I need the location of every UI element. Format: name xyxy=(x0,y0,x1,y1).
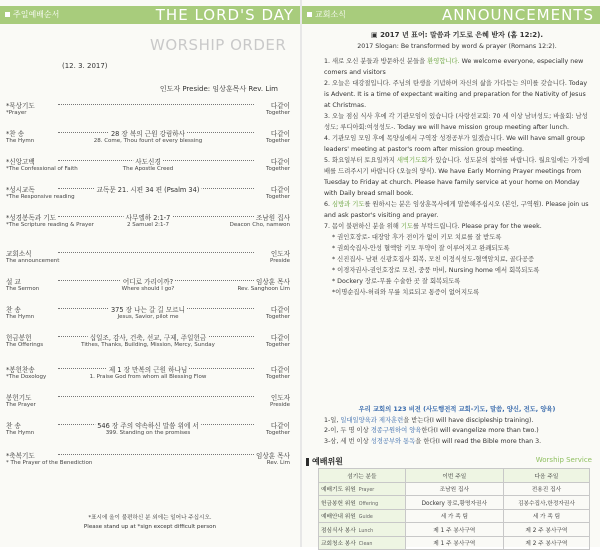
order-item xyxy=(6,364,290,384)
order-leader-en: Rev. Sanghoon Lim xyxy=(237,286,290,292)
order-leader-en: Together xyxy=(266,374,290,380)
order-line-en xyxy=(6,402,290,411)
order-label-en: *The Responsive reading xyxy=(6,194,75,200)
order-content-en: 1. Praise God from whom all Blessing Flow xyxy=(89,374,207,380)
announcement-item xyxy=(324,155,590,199)
order-line-ko xyxy=(6,364,290,374)
order-label-en: *The Doxology xyxy=(6,374,47,380)
prayer-list xyxy=(324,232,590,298)
vision-text: 한다(I will evangelize more than two.) xyxy=(421,427,539,434)
announcement-text: 1. 새로 오신 분들과 방문하신 분들을 xyxy=(324,58,428,65)
order-label-en: The Hymn xyxy=(6,430,35,436)
prayer-item: * Dockery 장로-무릎 수술한 곳 잘 회복되도록 xyxy=(332,278,461,285)
section-tag xyxy=(5,9,59,20)
vision-section xyxy=(324,405,590,447)
order-leader-en: Preside xyxy=(269,258,290,264)
announcement-item xyxy=(324,111,590,133)
order-content-ko: 어디로 가리이까? xyxy=(122,278,174,286)
schedule-role-ko: 교회청소 봉사 xyxy=(321,541,356,548)
schedule-role-en: Clean xyxy=(358,542,373,548)
section-tag-label: 교회소식 xyxy=(315,10,346,19)
order-leader-ko: 임상훈 목사 xyxy=(256,452,290,460)
order-label-ko: *묵상기도 xyxy=(6,102,35,110)
order-line-en xyxy=(6,110,290,119)
order-content-ko: 546 장 주의 약속하신 말씀 위에 서 xyxy=(97,422,199,430)
vision-highlight: 경종구원하여 양육 xyxy=(370,427,422,434)
order-leader-en: Together xyxy=(266,194,290,200)
order-label-en: The announcement xyxy=(6,258,60,264)
order-leader-en: Together xyxy=(266,166,290,172)
schedule-this-week: 조남원 집사 xyxy=(405,482,503,496)
order-content-en: Tithes, Thanks, Building, Mission, Mercy, Sunday xyxy=(81,342,215,348)
order-label-ko: 찬 송 xyxy=(6,306,21,314)
schedule-row xyxy=(319,536,590,550)
left-header-bar xyxy=(0,6,300,24)
schedule-role xyxy=(319,509,406,523)
order-leader-en: Preside xyxy=(269,402,290,408)
dotted-leader xyxy=(58,252,254,253)
order-line-en xyxy=(6,430,290,439)
announcement-text: 를 부탁드립니다. Please pray for the week. xyxy=(413,223,542,230)
standing-note xyxy=(0,514,300,532)
order-line-en xyxy=(6,166,290,175)
announcement-highlight: 심방과 기도 xyxy=(332,201,365,208)
order-item xyxy=(6,304,290,324)
order-label-ko: *성시교독 xyxy=(6,186,35,194)
order-line-en xyxy=(6,258,290,267)
order-leader-ko: 다같이 xyxy=(270,366,290,374)
schedule-role xyxy=(319,536,406,550)
schedule-role-ko: 헌금봉헌 위원 xyxy=(321,500,356,507)
order-label-en: The Hymn xyxy=(6,314,35,320)
order-item xyxy=(6,156,290,176)
announcement-text: 3. 오늘 점심 식사 후에 각 기관모임이 있습니다 (사랑선교회: 70 세 이상 남녀성도; 바울회: 남성성도; 루디아회:여성성도-. Today we will have mission group meeting after lunch. xyxy=(324,113,588,131)
order-content-ko: 28 장 복의 근원 강림하사 xyxy=(110,130,186,138)
announcement-text: 4. 기관모임 모임 후에 목양실에서 구역장 성경공부가 있겠습니다. We will have small group leaders' meeting at pastor's room after mission group meeting. xyxy=(324,135,585,153)
order-item xyxy=(6,212,290,232)
order-content-en: 28. Come, Thou fount of every blessing xyxy=(93,138,203,144)
schedule-role-en: Offering xyxy=(358,501,379,507)
schedule-role-en: Lunch xyxy=(358,528,374,534)
schedule-next-week: 김봉수집사,한정자권사 xyxy=(503,496,589,510)
schedule-header: 이번 주일 xyxy=(405,469,503,483)
schedule-row xyxy=(319,482,590,496)
order-label-en: *Prayer xyxy=(6,110,27,116)
order-label-en: The Hymn xyxy=(6,138,35,144)
announcement-item xyxy=(324,199,590,221)
schedule-this-week: Dockery 장로,황명자권사 xyxy=(405,496,503,510)
schedule-next-week: 제 2 주 봉사구역 xyxy=(503,523,589,537)
schedule-role xyxy=(319,496,406,510)
heading-bar xyxy=(306,458,309,466)
schedule-row xyxy=(319,509,590,523)
schedule-next-week: 전용진 집사 xyxy=(503,482,589,496)
announcement-text: 7. 몸이 불편하신 분을 위해 xyxy=(324,223,401,230)
section-tag xyxy=(307,9,346,20)
square-icon xyxy=(307,12,312,17)
prayer-item: * 권희숙집사-안성 혈액암 키모 투약이 잘 이루어지고 완쾌되도록 xyxy=(332,245,510,252)
order-leader-ko: 다같이 xyxy=(270,334,290,342)
order-line-ko xyxy=(6,212,290,222)
order-leader-ko: 임상훈 목사 xyxy=(256,278,290,286)
announcement-text: We welcome everyone, especially new comers and visitors xyxy=(324,58,584,76)
announcement-highlight: 새벽기도회 xyxy=(396,157,428,164)
order-content-en: Where should I go? xyxy=(121,286,175,292)
service-date: (12. 3. 2017) xyxy=(62,62,108,70)
order-label-en: *The Scripture reading & Prayer xyxy=(6,222,94,228)
order-label-en: * The Prayer of the Benediction xyxy=(6,460,93,466)
vision-title: 우리 교회의 123 비전 (사도행전적 교회-기도, 말씀, 양신, 전도, 양육) xyxy=(358,406,556,413)
prayer-item: *이명순집사-허리와 무릎 치료되고 통증이 없어지도록 xyxy=(332,289,480,296)
vision-item xyxy=(324,437,590,448)
schedule-this-week: 제 1 주 봉사구역 xyxy=(405,536,503,550)
announcement-text: 5. 화요일부터 토요일까지 xyxy=(324,157,397,164)
schedule-this-week: 세 가 족 팀 xyxy=(405,509,503,523)
order-content-ko: 사무엘하 2:1-7 xyxy=(125,214,171,222)
order-leader-en: Together xyxy=(266,314,290,320)
order-label-en: The Offerings xyxy=(6,342,44,348)
worship-order-title: WORSHIP ORDER xyxy=(150,36,287,54)
order-content-ko: 375 장 나는 갈 길 모르니 xyxy=(110,306,186,314)
order-label-en: The Prayer xyxy=(6,402,36,408)
order-label-ko: *신앙고백 xyxy=(6,158,35,166)
order-content-ko: 십일조, 감사, 건축, 선교, 구제, 주일헌금 xyxy=(89,334,207,342)
dotted-leader xyxy=(58,104,254,105)
schedule-role-en: Guide xyxy=(358,515,373,521)
order-leader-ko: 인도자 xyxy=(270,394,290,402)
order-leader-ko: 다같이 xyxy=(270,186,290,194)
section-tag-label: 주일예배순서 xyxy=(13,10,60,19)
header-title: THE LORD'S DAY xyxy=(155,6,294,24)
dotted-leader xyxy=(58,396,254,397)
order-item xyxy=(6,184,290,204)
vision-highlight: 성경공부와 통독 xyxy=(370,437,416,445)
schedule-header: 섬기는 분들 xyxy=(319,469,406,483)
order-item xyxy=(6,332,290,352)
schedule-heading xyxy=(306,456,343,467)
schedule-role-ko: 예배안내 위원 xyxy=(321,514,356,521)
order-content-ko: 교독문 21. 시편 34 편 (Psalm 34) xyxy=(96,186,200,194)
announcement-highlight: 환영합니다. xyxy=(427,58,460,65)
order-leader-ko: 인도자 xyxy=(270,250,290,258)
schedule-next-week: 제 2 주 봉사구역 xyxy=(503,536,589,550)
schedule-row xyxy=(319,523,590,537)
order-leader-ko: 다같이 xyxy=(270,102,290,110)
announcement-items xyxy=(324,56,590,232)
schedule-header-row xyxy=(319,469,590,483)
presider-line: 인도자 Preside: 임상훈목사 Rev. Lim xyxy=(159,85,278,93)
order-label-ko: 설 교 xyxy=(6,278,21,286)
announcement-text: 2. 오늘은 대강절입니다. 주님의 탄생을 기념하며 자신의 삶을 가다듬는 의미를 갖습니다. Today is Advent. It is a time of expectant waiting and preparation for the Nativity of Jesus at Christmas. xyxy=(324,80,588,109)
order-label-ko: 봉헌기도 xyxy=(6,394,32,402)
order-label-ko: 교회소식 xyxy=(6,250,32,258)
order-label-ko: *성경봉독과 기도 xyxy=(6,214,56,222)
schedule-this-week: 제 1 주 봉사구역 xyxy=(405,523,503,537)
announcement-item xyxy=(324,221,590,232)
order-content-en: The Apostle Creed xyxy=(122,166,174,172)
vision-text: 3-삼, 세 번 이상 xyxy=(324,437,371,445)
order-line-en xyxy=(6,138,290,147)
order-label-ko: *찬 송 xyxy=(6,130,25,138)
order-item xyxy=(6,248,290,268)
schedule-subtitle: Worship Service xyxy=(535,456,592,464)
vision-highlight: 일대일양육과 제자훈련 xyxy=(340,416,404,424)
order-leader-en: Together xyxy=(266,430,290,436)
prayer-item: * 권인호장로- 대장암 후가 전이가 없이 키모 치료를 잘 받도록 xyxy=(332,234,502,241)
announcement-highlight: 기도 xyxy=(400,223,414,230)
announcements-page xyxy=(302,0,600,547)
slogan-en: 2017 Slogan: Be transformed by word & prayer (Romans 12:2). xyxy=(357,43,557,50)
order-leader-en: Together xyxy=(266,138,290,144)
schedule-title: 예배위원 xyxy=(312,457,343,466)
dotted-leader xyxy=(58,454,254,455)
order-line-en xyxy=(6,286,290,295)
order-label-ko: 헌금봉헌 xyxy=(6,334,32,342)
header-title: ANNOUNCEMENTS xyxy=(442,6,594,24)
order-leader-ko: 다같이 xyxy=(270,158,290,166)
order-label-ko: *봉헌찬송 xyxy=(6,366,35,374)
standing-note-ko: *표시에 올이 불편하신 분 외에는 일어나 주십시오. xyxy=(88,515,212,521)
order-line-ko xyxy=(6,184,290,194)
order-content-en: Jesus, Savior, pilot me xyxy=(117,314,179,320)
announcement-item xyxy=(324,56,590,78)
schedule-role-ko: 점심식사 봉사 xyxy=(321,527,356,534)
order-item xyxy=(6,450,290,470)
schedule-role-ko: 예배기도 위원 xyxy=(321,487,356,494)
right-header-bar xyxy=(302,6,600,24)
order-line-ko xyxy=(6,128,290,138)
order-line-ko xyxy=(6,276,290,286)
order-leader-en: Deacon Cho, namwon xyxy=(229,222,290,228)
order-item xyxy=(6,128,290,148)
prayer-item: * 신진집사- 남편 신광호집사 회복, 모친 이정식성도-혈액암치료, 골다공증 xyxy=(332,256,535,263)
order-item xyxy=(6,420,290,440)
square-icon xyxy=(5,12,10,17)
order-item xyxy=(6,392,290,412)
order-line-ko xyxy=(6,420,290,430)
schedule-header: 다음 주일 xyxy=(503,469,589,483)
order-line-ko xyxy=(6,248,290,258)
vision-item xyxy=(324,416,590,427)
order-content-ko: 제 1 장 만복의 근원 하나님 xyxy=(108,366,188,374)
vision-text: 1-일, xyxy=(324,416,341,424)
order-line-ko xyxy=(6,392,290,402)
vision-text: 2-이, 두 명 이상 xyxy=(324,427,371,434)
order-line-en xyxy=(6,314,290,323)
order-content-ko: 사도신경 xyxy=(135,158,161,166)
announcement-text: 가 있습니다. 성도분의 참여를 바랍니다. 월요일에는 가정예배를 드려주시기 바랍니다 (오늘의 양식). We have Early Morning Prayer meetings from Tuesday to Friday at church. Please have family service at your home on Monday with Daily bread small book. xyxy=(324,157,590,197)
slogan-ko: ▣ 2017 년 표어: 말씀과 기도로 은혜 받자 (홈 12:2). xyxy=(371,31,543,39)
order-label-en: *The Confessional of Faith xyxy=(6,166,78,172)
schedule-body xyxy=(319,482,590,550)
order-label-en: The Sermon xyxy=(6,286,40,292)
order-line-en xyxy=(6,374,290,383)
schedule-row xyxy=(319,496,590,510)
announcement-item xyxy=(324,78,590,111)
order-leader-ko: 조남원 집사 xyxy=(256,214,290,222)
order-leader-ko: 다같이 xyxy=(270,130,290,138)
order-line-ko xyxy=(6,450,290,460)
order-leader-ko: 다같이 xyxy=(270,306,290,314)
announcement-item xyxy=(324,133,590,155)
announcement-text xyxy=(324,30,590,298)
order-content-en: 2 Samuel 2:1-7 xyxy=(127,222,169,228)
order-content-en: 399. Standing on the promises xyxy=(105,430,191,436)
order-line-ko xyxy=(6,304,290,314)
schedule-role xyxy=(319,482,406,496)
order-item xyxy=(6,276,290,296)
schedule-table xyxy=(318,468,590,550)
schedule-role xyxy=(319,523,406,537)
vision-list xyxy=(324,416,590,448)
order-line-en xyxy=(6,342,290,351)
order-line-ko xyxy=(6,100,290,110)
vision-item xyxy=(324,426,590,437)
order-line-ko xyxy=(6,156,290,166)
standing-note-en: Please stand up at *sign except difficult person xyxy=(83,524,217,530)
announcement-text: 를 원하시는 분은 임상훈목사에게 말씀해주십시오 (본인, 구역원). Please join us and ask pastor's visiting and prayer. xyxy=(324,201,589,219)
vision-text: 을 한다(I will read the Bible more than 3. xyxy=(415,437,542,445)
order-leader-en: Rev. Lim xyxy=(266,460,290,466)
order-leader-en: Together xyxy=(266,342,290,348)
order-item xyxy=(6,100,290,120)
worship-order-page xyxy=(0,0,300,547)
order-line-ko xyxy=(6,332,290,342)
order-line-en xyxy=(6,460,290,469)
announcement-text: 6. xyxy=(324,201,333,208)
prayer-item: * 이경자권사-권인호장로 모친, 중풍 마비, Nursing home 에서 회복되도록 xyxy=(332,267,540,274)
vision-text: 을 받는다(I will have discipleship training). xyxy=(403,416,534,424)
order-label-ko: *축복기도 xyxy=(6,452,35,460)
order-line-en xyxy=(6,194,290,203)
order-line-en xyxy=(6,222,290,231)
schedule-next-week: 세 가 족 팀 xyxy=(503,509,589,523)
order-label-ko: 찬 송 xyxy=(6,422,21,430)
order-leader-en: Together xyxy=(266,110,290,116)
order-leader-ko: 다같이 xyxy=(270,422,290,430)
schedule-role-en: Prayer xyxy=(358,488,375,494)
